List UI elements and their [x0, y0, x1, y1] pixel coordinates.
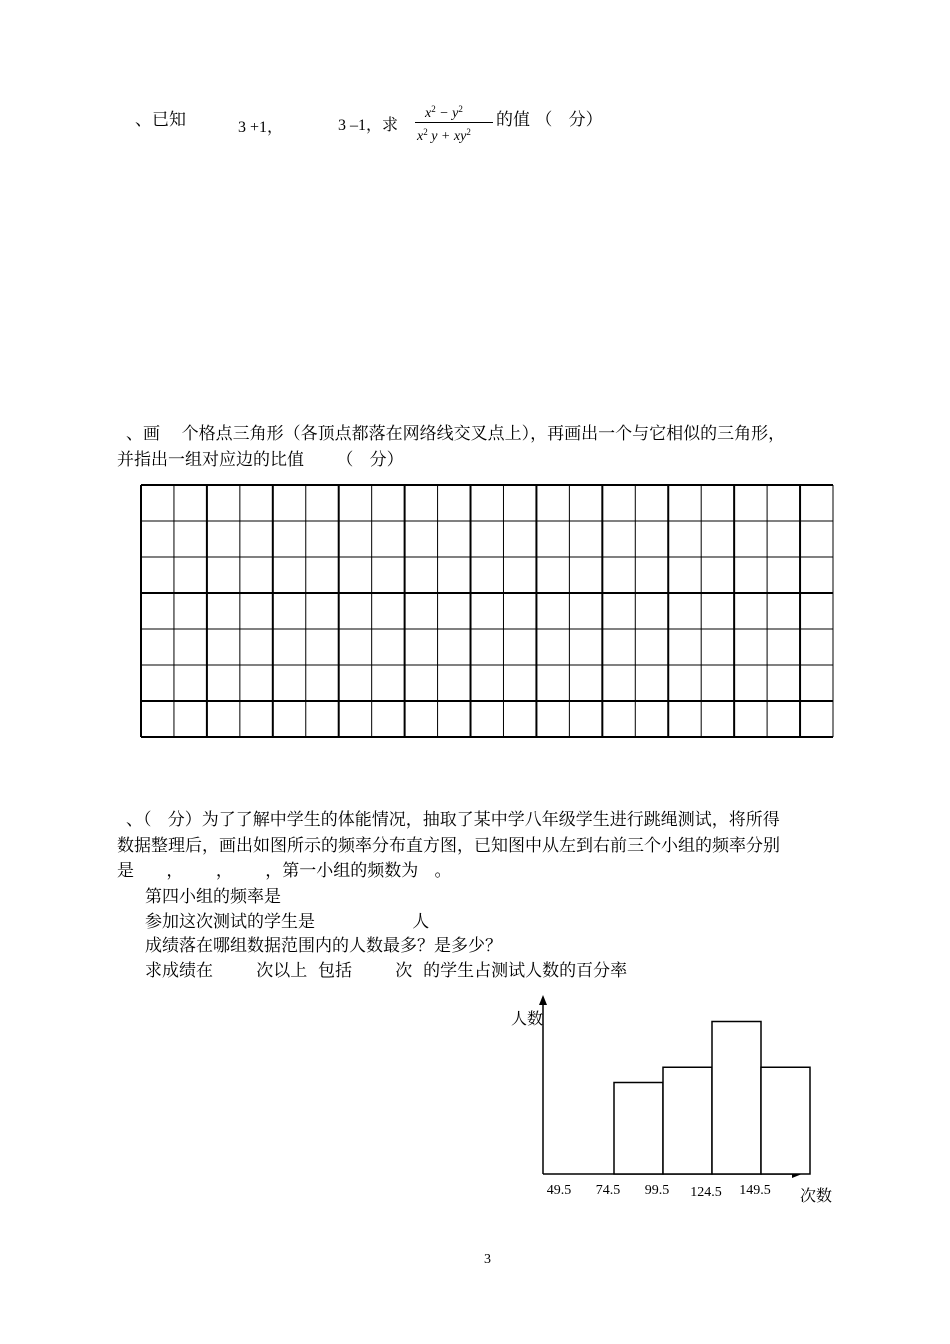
- fraction-bar: [415, 122, 493, 123]
- q1-expr-b: 3 –1，求: [338, 117, 399, 134]
- q3-sub4: 求成绩在 次以上 包括 次 的学生占测试人数的百分率: [145, 961, 628, 981]
- y-axis-arrow-icon: [539, 995, 547, 1005]
- q1-numerator: $x^2 - y^2$: [425, 104, 463, 121]
- q1-denominator: $x^2$ $y + xy^2$: [417, 127, 471, 144]
- x-tick-label: 99.5: [644, 1183, 670, 1198]
- q3-line1: 、（ 分）为了了解中学生的体能情况，抽取了某中学八年级学生进行跳绳测试，将所得: [126, 810, 780, 830]
- q1-expr-a: 3 +1，: [238, 119, 284, 136]
- q3-line2: 数据整理后，画出如图所示的频率分布直方图，已知图中从左到右前三个小组的频率分别: [117, 836, 780, 856]
- q3-line3: 是 ， ， ，第一小组的频数为 。: [117, 861, 452, 881]
- x-tick-label: 149.5: [739, 1183, 771, 1198]
- x-axis-label: 次数: [800, 1186, 833, 1205]
- lattice-grid: [140, 484, 836, 740]
- x-axis-arrow-icon: [792, 1170, 802, 1178]
- q3-sub2: 参加这次测试的学生是 人: [145, 912, 430, 932]
- q3-sub1: 第四小组的频率是: [145, 887, 281, 907]
- y-axis-label: 人数: [511, 1009, 544, 1028]
- histogram-bar: [614, 1083, 663, 1175]
- q1-fraction: [413, 100, 495, 148]
- histogram-bar: [663, 1067, 712, 1174]
- q2-line1: 、画 个格点三角形（各顶点都落在网络线交叉点上），再画出一个与它相似的三角形，: [126, 424, 786, 444]
- q2-line2: 并指出一组对应边的比值 （ 分）: [117, 450, 404, 470]
- x-tick-label: 49.5: [546, 1183, 572, 1198]
- histogram-bar: [761, 1067, 810, 1174]
- q1-tail: 的值 （ 分）: [496, 110, 603, 130]
- x-tick-label: 124.5: [690, 1185, 722, 1200]
- q1-intro: 、已知: [135, 110, 186, 130]
- histogram-bar: [712, 1022, 761, 1175]
- x-tick-label: 74.5: [595, 1183, 621, 1198]
- q3-sub3: 成绩落在哪组数据范围内的人数最多？是多少？: [145, 936, 502, 956]
- page-number: 3: [484, 1252, 491, 1267]
